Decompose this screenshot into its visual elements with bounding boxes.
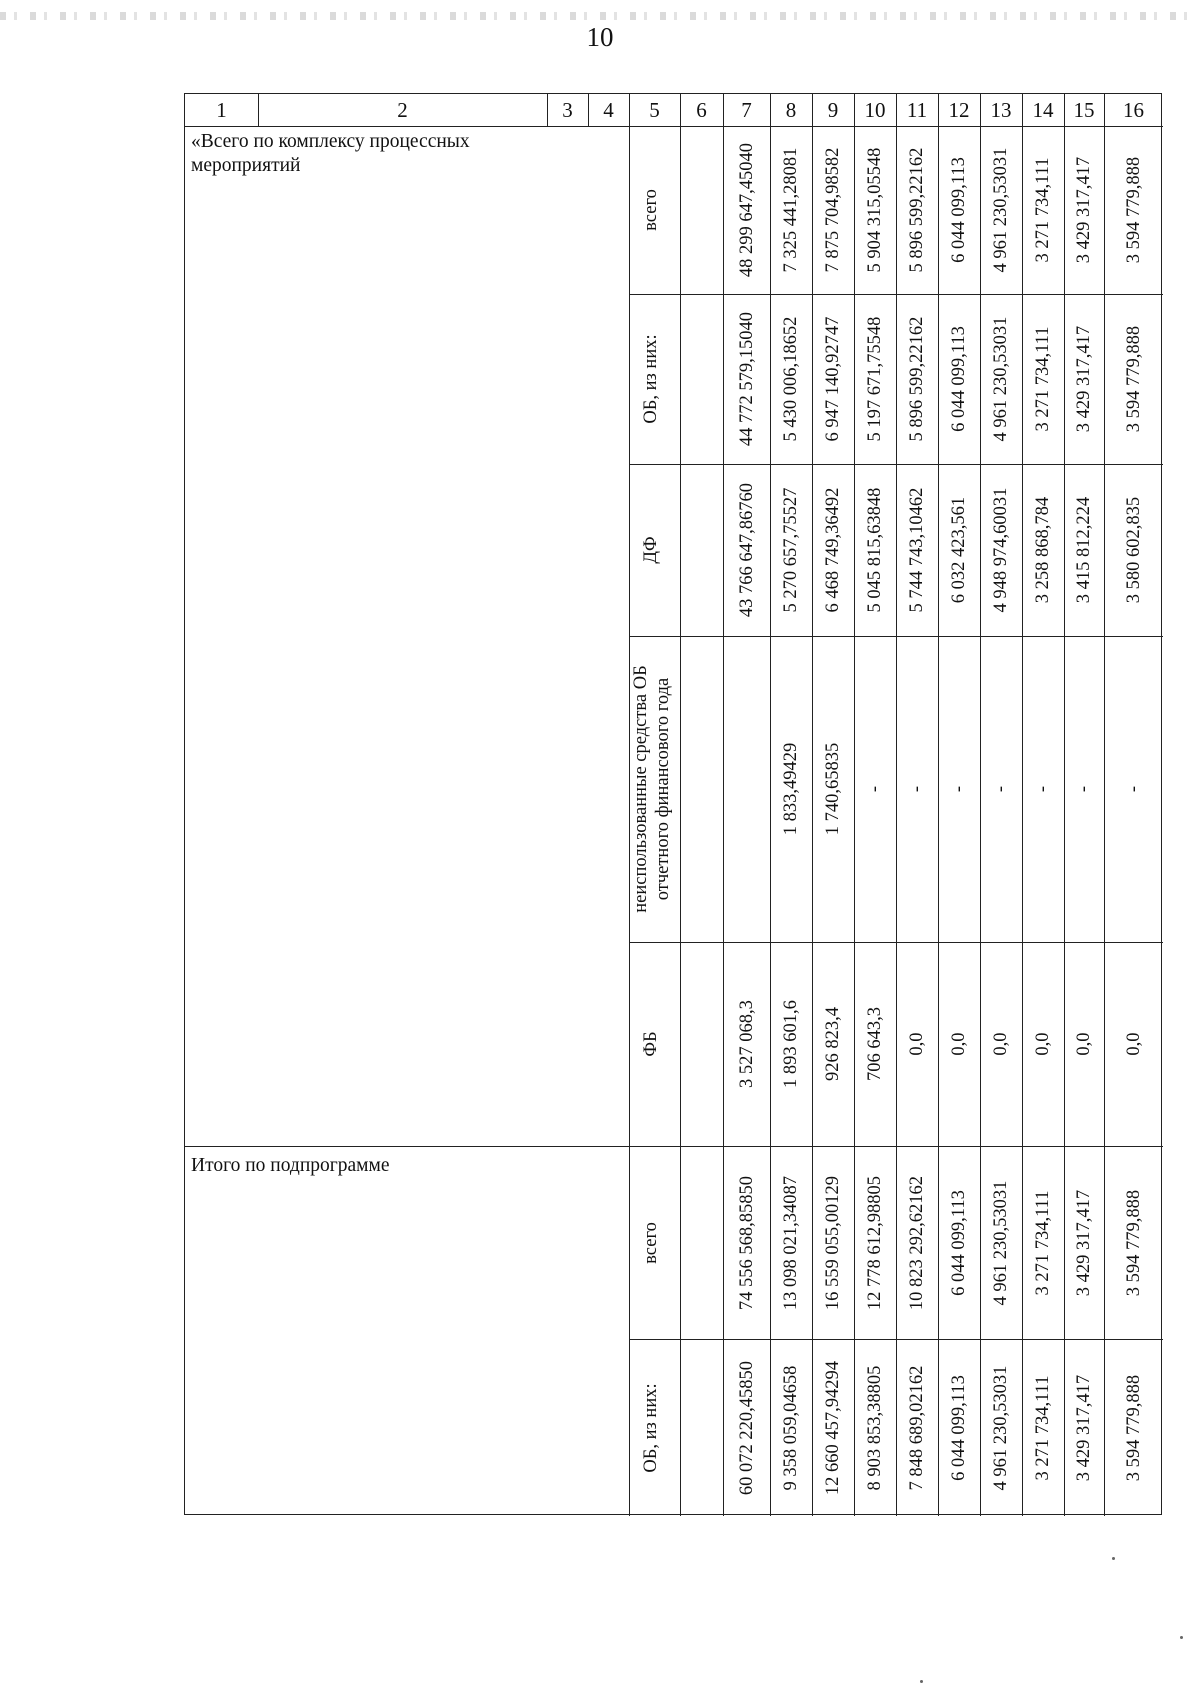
cell-value: 0,0	[907, 1032, 927, 1056]
column-number: 2	[397, 98, 408, 122]
page-number: 10	[586, 22, 614, 52]
header-column-line	[1022, 94, 1023, 126]
header-column-line	[854, 94, 855, 126]
column-number: 10	[864, 98, 886, 122]
cell-value: 9 358 059,04658	[781, 1365, 801, 1490]
cell-value: 0,0	[1123, 1032, 1144, 1056]
cell-value: 4 961 230,53031	[991, 147, 1011, 273]
cell-value: 3 429 317,417	[1074, 156, 1094, 264]
cell-value: 3 594 779,888	[1123, 1374, 1144, 1481]
header-column-line	[547, 94, 548, 126]
header-column-line	[896, 94, 897, 126]
cell-value: 6 044 099,113	[949, 157, 969, 263]
cell-value: 926 823,4	[823, 1007, 843, 1081]
cell-value: 7 875 704,98582	[823, 147, 843, 273]
column-number: 15	[1073, 98, 1095, 122]
column-number: 1	[216, 98, 227, 122]
cell-value: 7 325 441,28081	[781, 147, 801, 273]
row-label: всего	[641, 189, 661, 231]
column-number: 4	[603, 98, 614, 122]
header-column-line	[588, 94, 589, 126]
body-column-line	[854, 126, 855, 1516]
scan-speck	[1112, 1557, 1115, 1560]
cell-value: 706 643,3	[865, 1007, 885, 1081]
cell-value: 6 032 423,561	[949, 496, 969, 604]
cell-value: 4 961 230,53031	[991, 1180, 1011, 1305]
cell-value: 3 429 317,417	[1074, 1189, 1094, 1296]
header-column-line	[980, 94, 981, 126]
cell-value: 6 044 099,113	[949, 1374, 969, 1481]
header-column-line	[258, 94, 259, 126]
column-number: 8	[785, 98, 797, 122]
cell-value: 3 258 868,784	[1033, 496, 1053, 604]
cell-value: 48 299 647,45040	[736, 142, 757, 278]
cell-value: 3 271 734,111	[1033, 1374, 1053, 1481]
body-column-line	[1064, 126, 1065, 1516]
section-divider	[185, 1146, 1163, 1147]
cell-value: 3 527 068,3	[736, 1000, 757, 1088]
column-number: 13	[990, 98, 1012, 122]
body-column-line	[896, 126, 897, 1516]
row-label: отчетного финансового года	[653, 677, 673, 901]
cell-value: -	[991, 785, 1011, 793]
cell-value: 7 848 689,02162	[907, 1365, 927, 1490]
header-column-line	[770, 94, 771, 126]
cell-value: 4 948 974,60031	[991, 487, 1011, 613]
cell-value: 5 197 671,75548	[865, 316, 885, 442]
column-number: 16	[1123, 98, 1144, 122]
header-column-line	[812, 94, 813, 126]
header-column-line	[1104, 94, 1105, 126]
header-column-line	[1064, 94, 1065, 126]
cell-value: 60 072 220,45850	[736, 1360, 757, 1495]
cell-value: 3 271 734,111	[1033, 326, 1053, 432]
cell-value: 43 766 647,86760	[736, 482, 757, 618]
header-column-line	[723, 94, 724, 126]
cell-value: 3 594 779,888	[1123, 1189, 1144, 1296]
row-label: ФБ	[641, 1031, 661, 1057]
cell-value: 5 045 815,63848	[865, 487, 885, 613]
cell-value: 12 660 457,94294	[823, 1360, 843, 1495]
cell-value: 16 559 055,00129	[823, 1175, 843, 1310]
column-number: 6	[696, 98, 707, 122]
cell-value: -	[1123, 785, 1144, 793]
column-number: 11	[906, 98, 928, 122]
body-column-line	[1022, 126, 1023, 1516]
row-divider	[629, 294, 1163, 295]
column-number: 3	[562, 98, 573, 122]
cell-value: 0,0	[1074, 1032, 1094, 1056]
row-label: всего	[641, 1221, 661, 1264]
cell-value: 12 778 612,98805	[865, 1175, 885, 1310]
column-number: 9	[827, 98, 839, 122]
budget-table	[184, 93, 1162, 1515]
header-divider	[185, 126, 1163, 127]
cell-value: 1 740,65835	[823, 742, 843, 836]
scan-artifact	[0, 12, 1200, 20]
cell-value: 3 271 734,111	[1033, 157, 1053, 263]
body-column-line	[812, 126, 813, 1516]
cell-value: 6 044 099,113	[949, 1189, 969, 1296]
cell-value: 74 556 568,85850	[736, 1175, 757, 1310]
cell-value: 3 594 779,888	[1123, 156, 1144, 264]
cell-value: 5 904 315,05548	[865, 147, 885, 273]
row-divider	[629, 1339, 1163, 1340]
cell-value: -	[1033, 785, 1053, 793]
cell-value: 5 270 657,75527	[781, 487, 801, 613]
cell-value: 6 468 749,36492	[823, 487, 843, 613]
body-column-line	[980, 126, 981, 1516]
body-column-line	[938, 126, 939, 1516]
cell-value: 3 429 317,417	[1074, 1374, 1094, 1481]
cell-value: 8 903 853,38805	[865, 1365, 885, 1490]
cell-value: 6 044 099,113	[949, 326, 969, 432]
row-divider	[629, 464, 1163, 465]
cell-value: 44 772 579,15040	[736, 311, 757, 447]
cell-value: -	[907, 785, 927, 793]
cell-value: 5 744 743,10462	[907, 487, 927, 613]
cell-value: 3 415 812,224	[1074, 496, 1094, 604]
body-column-line	[723, 126, 724, 1516]
row-label: ОБ, из них:	[641, 1382, 661, 1473]
cell-value: 3 271 734,111	[1033, 1189, 1053, 1296]
body-column-line	[770, 126, 771, 1516]
body-column-line	[1104, 126, 1105, 1516]
cell-value: 4 961 230,53031	[991, 316, 1011, 442]
row-label: ОБ, из них:	[641, 334, 661, 424]
cell-value: 5 430 006,18652	[781, 316, 801, 442]
column-number: 5	[649, 98, 660, 122]
cell-value: 5 896 599,22162	[907, 316, 927, 442]
cell-value: 10 823 292,62162	[907, 1175, 927, 1310]
cell-value: -	[949, 785, 969, 793]
scan-speck	[920, 1680, 923, 1683]
cell-value: 5 896 599,22162	[907, 147, 927, 273]
column-number: 14	[1032, 98, 1054, 122]
column-number: 7	[741, 98, 752, 122]
cell-value: 3 580 602,835	[1123, 496, 1144, 604]
body-column-line	[680, 126, 681, 1516]
cell-value: 1 833,49429	[781, 742, 801, 836]
cell-value: 1 893 601,6	[781, 1000, 801, 1088]
cell-value: 4 961 230,53031	[991, 1365, 1011, 1490]
cell-value: 3 594 779,888	[1123, 325, 1144, 433]
cell-value: 0,0	[991, 1032, 1011, 1056]
column-number: 12	[948, 98, 970, 122]
header-column-line	[629, 94, 630, 126]
section-title-complex: «Всего по комплексу процессных мероприятий	[191, 131, 470, 176]
row-label: неиспользованные средства ОБ	[631, 665, 651, 913]
section-title-subprogram: Итого по подпрограмме	[191, 1155, 390, 1176]
scan-speck	[1180, 1636, 1183, 1639]
header-column-line	[680, 94, 681, 126]
row-divider	[629, 636, 1163, 637]
cell-value: 6 947 140,92747	[823, 316, 843, 442]
cell-value: 0,0	[1033, 1032, 1053, 1056]
row-divider	[629, 942, 1163, 943]
cell-value: -	[1074, 785, 1094, 793]
cell-value: 13 098 021,34087	[781, 1175, 801, 1310]
cell-value: 3 429 317,417	[1074, 325, 1094, 433]
row-label: ДФ	[641, 536, 661, 564]
header-column-line	[938, 94, 939, 126]
cell-value: -	[865, 785, 885, 793]
cell-value: 0,0	[949, 1032, 969, 1056]
